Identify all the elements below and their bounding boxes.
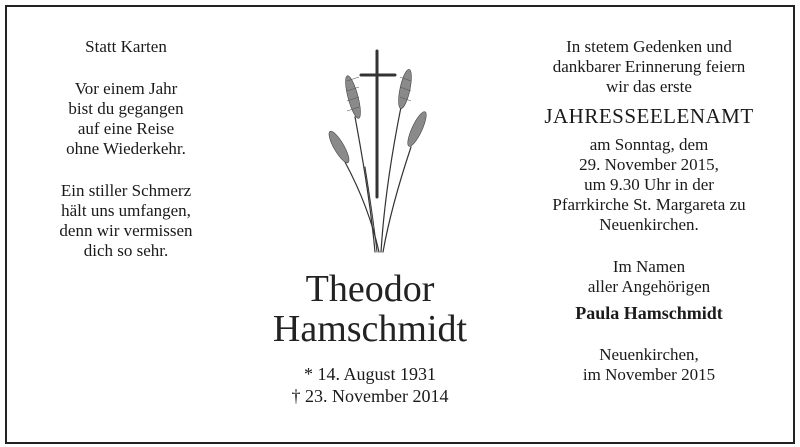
left-poem bbox=[21, 37, 231, 261]
cross-with-wheat-icon bbox=[325, 47, 435, 257]
life-dates bbox=[229, 363, 511, 407]
detail-line: um 9.30 Uhr in der bbox=[584, 175, 714, 194]
place-date bbox=[511, 345, 787, 385]
first-name: Theodor bbox=[305, 268, 435, 310]
deceased-name bbox=[229, 269, 511, 349]
verse-line: bist du gegangen bbox=[68, 99, 184, 118]
on-behalf bbox=[511, 257, 787, 297]
verse-line: Ein stiller Schmerz bbox=[60, 181, 192, 200]
verse-line: Vor einem Jahr bbox=[74, 79, 178, 98]
verse-line: dich so sehr. bbox=[83, 241, 169, 260]
event-title: JAHRESSEELENAMT bbox=[544, 104, 754, 128]
intro-line: In stetem Gedenken und bbox=[566, 37, 732, 56]
birth-date: * 14. August 1931 bbox=[303, 364, 436, 384]
intro-line: dankbarer Erinnerung feiern bbox=[552, 57, 746, 76]
last-name: Hamschmidt bbox=[272, 308, 468, 350]
verse-1 bbox=[21, 79, 231, 159]
detail-line: 29. November 2015, bbox=[579, 155, 719, 174]
on-behalf-line: aller Angehörigen bbox=[587, 277, 711, 296]
intro-line: wir das erste bbox=[606, 77, 692, 96]
right-announcement bbox=[511, 37, 787, 385]
verse-line: auf eine Reise bbox=[77, 119, 175, 138]
date-line: im November 2015 bbox=[582, 365, 716, 384]
obituary-frame bbox=[5, 5, 795, 444]
heading-statt-karten: Statt Karten bbox=[85, 37, 167, 56]
on-behalf-line: Im Namen bbox=[612, 257, 686, 276]
detail-line: Neuenkirchen. bbox=[599, 215, 699, 234]
signer-name: Paula Hamschmidt bbox=[575, 303, 723, 323]
detail-line: am Sonntag, dem bbox=[589, 135, 709, 154]
place-line: Neuenkirchen, bbox=[599, 345, 699, 364]
verse-line: ohne Wiederkehr. bbox=[66, 139, 186, 158]
verse-2 bbox=[21, 181, 231, 261]
detail-line: Pfarrkirche St. Margareta zu bbox=[552, 195, 746, 214]
death-date: † 23. November 2014 bbox=[291, 386, 449, 406]
verse-line: denn wir vermissen bbox=[59, 221, 193, 240]
verse-line: hält uns umfangen, bbox=[61, 201, 191, 220]
event-details bbox=[511, 135, 787, 235]
